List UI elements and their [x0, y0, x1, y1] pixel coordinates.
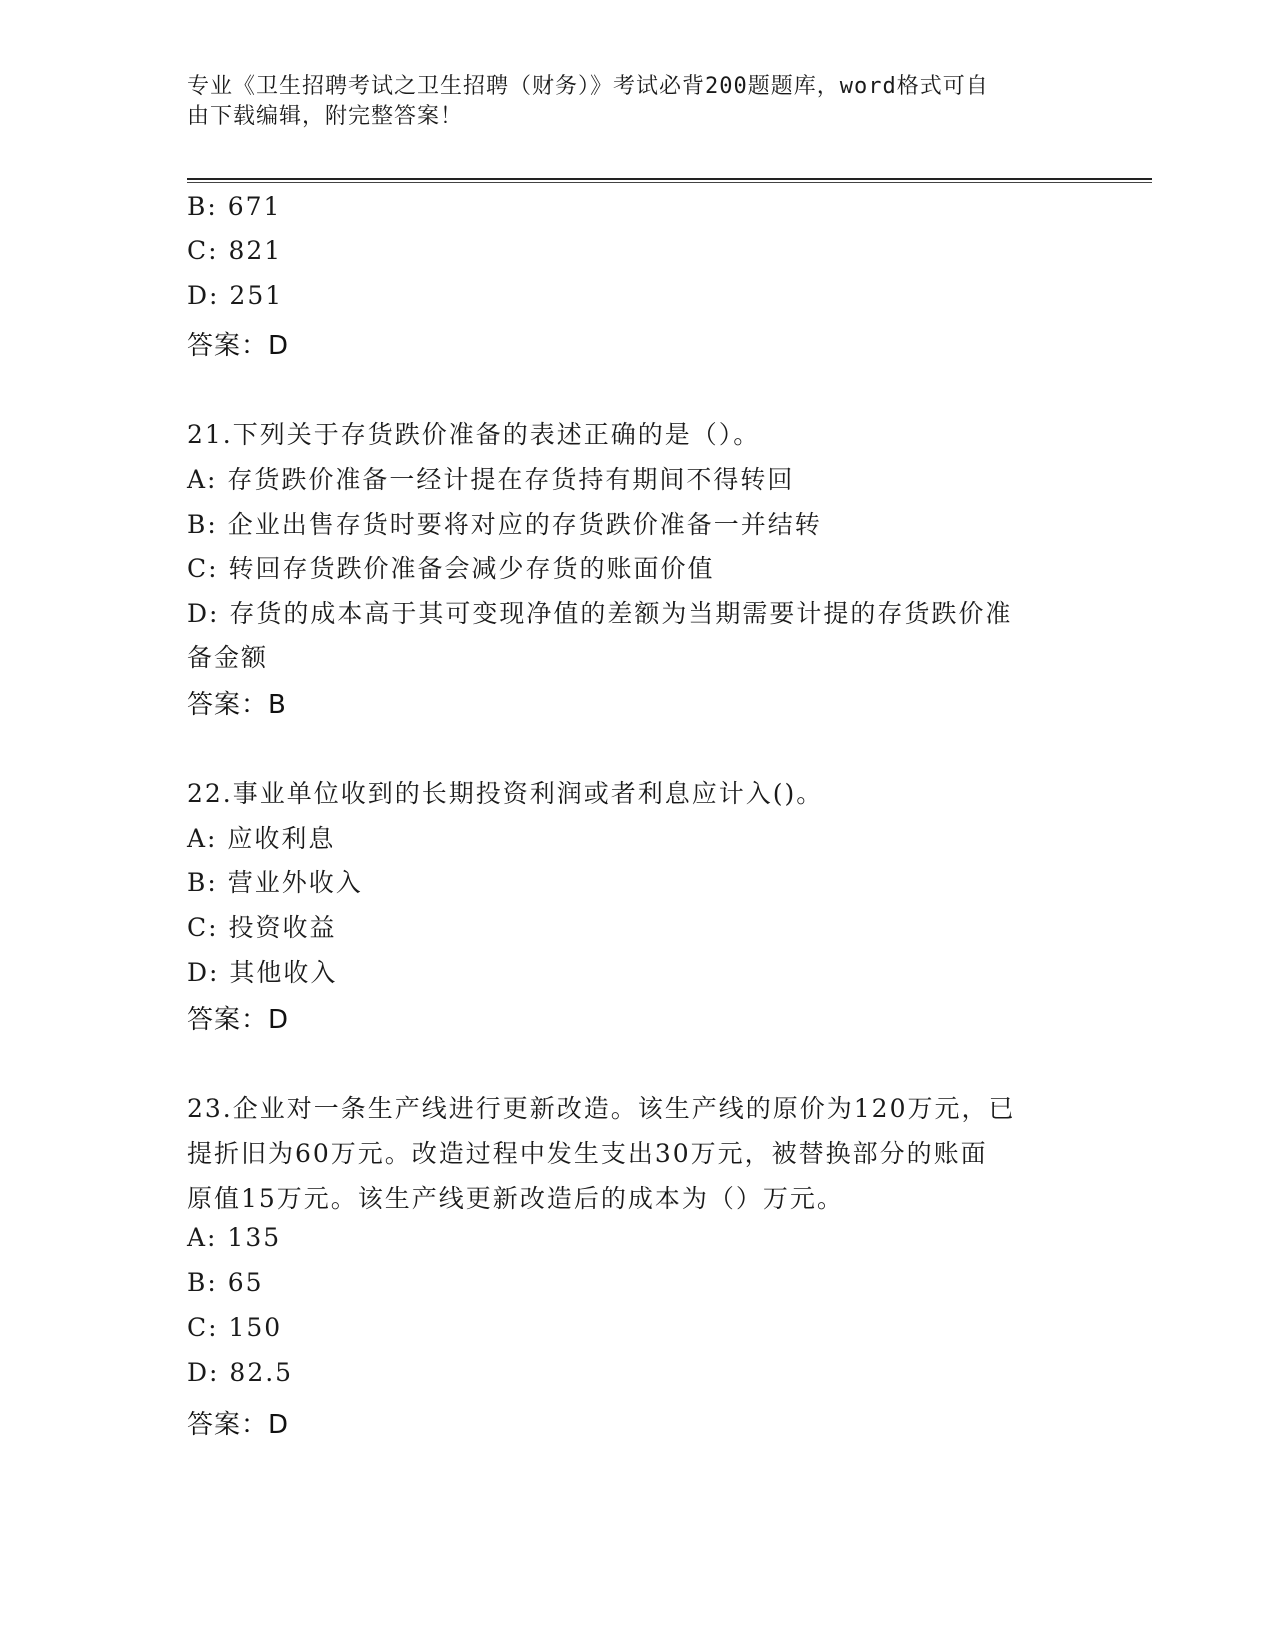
header-divider-thick — [187, 178, 1152, 180]
q20-answer: 答案：D — [187, 331, 290, 361]
q23-answer: 答案：D — [187, 1410, 290, 1440]
q22-answer: 答案：D — [187, 1005, 290, 1035]
q21-option-c: C: 转回存货跌价准备会减少存货的账面价值 — [187, 554, 715, 583]
q21-option-a: A: 存货跌价准备一经计提在存货持有期间不得转回 — [187, 465, 795, 494]
q22-option-c: C: 投资收益 — [187, 913, 337, 942]
q23-stem-line-3: 原值15万元。该生产线更新改造后的成本为（）万元。 — [187, 1184, 844, 1213]
q23-stem-line-1: 23.企业对一条生产线进行更新改造。该生产线的原价为120万元，已 — [187, 1094, 1016, 1123]
q21-option-d-line-2: 备金额 — [187, 643, 269, 672]
q20-option-b: B: 671 — [187, 192, 282, 221]
q23-option-a: A: 135 — [187, 1223, 282, 1252]
q23-option-d: D: 82.5 — [187, 1358, 294, 1387]
q20-option-d: D: 251 — [187, 281, 284, 310]
q22-option-b: B: 营业外收入 — [187, 868, 363, 897]
header-line-2: 由下载编辑，附完整答案！ — [187, 104, 464, 129]
q21-option-b: B: 企业出售存货时要将对应的存货跌价准备一并结转 — [187, 510, 822, 539]
q22-option-a: A: 应收利息 — [187, 824, 336, 853]
header-line-1: 专业《卫生招聘考试之卫生招聘（财务）》考试必背200题题库，word格式可自 — [187, 74, 989, 99]
q21-option-d-line-1: D: 存货的成本高于其可变现净值的差额为当期需要计提的存货跌价准 — [187, 599, 1013, 628]
q23-stem-line-2: 提折旧为60万元。改造过程中发生支出30万元，被替换部分的账面 — [187, 1139, 988, 1168]
q23-option-c: C: 150 — [187, 1313, 283, 1342]
q21-stem: 21.下列关于存货跌价准备的表述正确的是（）。 — [187, 420, 761, 449]
q23-option-b: B: 65 — [187, 1268, 264, 1297]
header-divider-thin — [187, 182, 1152, 183]
document-header — [187, 72, 1067, 132]
q20-option-c: C: 821 — [187, 236, 283, 265]
q22-stem: 22.事业单位收到的长期投资利润或者利息应计入()。 — [187, 779, 824, 808]
q21-answer: 答案：B — [187, 690, 287, 720]
q22-option-d: D: 其他收入 — [187, 958, 338, 987]
